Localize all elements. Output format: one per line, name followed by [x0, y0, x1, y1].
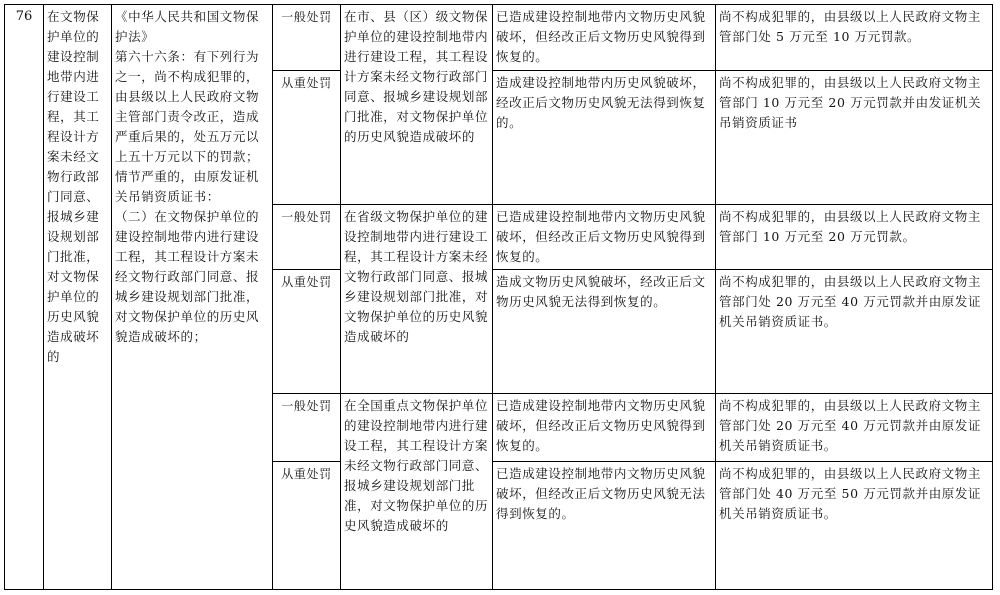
penalty-class-cell: 从重处罚 [273, 71, 341, 205]
violation-condition-cell: 在省级文物保护单位的建设控制地带内进行建设工程，其工程设计方案未经文物行政部门同意、报城乡建设规划部门批准，对文物保护单位的历史风貌造成破坏的 [341, 205, 493, 394]
violation-behavior-cell: 在文物保护单位的建设控制地带内进行建设工程，其工程设计方案未经文物行政部门同意、报城乡建设规划部门批准，对文物保护单位的历史风貌造成破坏的 [44, 5, 112, 590]
penalty-cell: 尚不构成犯罪的，由县级以上人民政府文物主管部门处 20 万元至 40 万元罚款并由原发证机关吊销资质证书。 [716, 270, 993, 394]
circumstance-cell: 已造成建设控制地带内文物历史风貌破坏，但经改正后文物历史风貌无法得到恢复的。 [493, 462, 716, 590]
circumstance-cell: 已造成建设控制地带内文物历史风貌破坏，但经改正后文物历史风貌得到恢复的。 [493, 394, 716, 462]
legal-basis-cell [112, 5, 273, 590]
row-number-cell: 76 [5, 5, 44, 590]
article-text: 第六十六条：有下列行为之一，尚不构成犯罪的，由县级以上人民政府文物主管部门责令改正，造成严重后果的，处五万元以上五十万元以下的罚款；情节严重的，由原发证机关吊销资质证书： [115, 49, 260, 204]
penalty-cell: 尚不构成犯罪的，由县级以上人民政府文物主管部门处 40 万元至 50 万元罚款并由原发证机关吊销资质证书。 [716, 462, 993, 590]
article-item: （二）在文物保护单位的建设控制地带内进行建设工程，其工程设计方案未经文物行政部门同意、报城乡建设规划部门批准，对文物保护单位的历史风貌造成破坏的； [115, 209, 260, 344]
penalty-class-cell: 一般处罚 [273, 5, 341, 71]
circumstance-cell: 已造成建设控制地带内文物历史风貌破坏，但经改正后文物历史风貌得到恢复的。 [493, 205, 716, 270]
penalty-class-cell: 从重处罚 [273, 462, 341, 590]
penalty-class-cell: 从重处罚 [273, 270, 341, 394]
penalty-class-cell: 一般处罚 [273, 205, 341, 270]
penalty-standards-table [4, 4, 993, 590]
violation-condition-cell: 在全国重点文物保护单位的建设控制地带内进行建设工程，其工程设计方案未经文物行政部门同意、报城乡建设规划部门批准，对文物保护单位的历史风貌造成破坏的 [341, 394, 493, 590]
circumstance-cell: 已造成建设控制地带内文物历史风貌破坏，但经改正后文物历史风貌得到恢复的。 [493, 5, 716, 71]
penalty-cell: 尚不构成犯罪的，由县级以上人民政府文物主管部门处 20 万元至 40 万元罚款并由原发证机关吊销资质证书。 [716, 394, 993, 462]
violation-condition-cell: 在市、县（区）级文物保护单位的建设控制地带内进行建设工程，其工程设计方案未经文物行政部门同意、报城乡建设规划部门批准，对文物保护单位的历史风貌造成破坏的 [341, 5, 493, 205]
circumstance-cell: 造成建设控制地带内历史风貌破坏，经改正后文物历史风貌无法得到恢复的。 [493, 71, 716, 205]
penalty-cell: 尚不构成犯罪的，由县级以上人民政府文物主管部门处 5 万元至 10 万元罚款。 [716, 5, 993, 71]
penalty-cell: 尚不构成犯罪的，由县级以上人民政府文物主管部门 10 万元至 20 万元罚款并由发证机关吊销资质证书 [716, 71, 993, 205]
table-row [5, 5, 993, 71]
law-title: 《中华人民共和国文物保护法》 [115, 9, 260, 44]
penalty-class-cell: 一般处罚 [273, 394, 341, 462]
circumstance-cell: 造成文物历史风貌破坏，经改正后文物历史风貌无法得到恢复的。 [493, 270, 716, 394]
penalty-cell: 尚不构成犯罪的，由县级以上人民政府文物主管部门 10 万元至 20 万元罚款。 [716, 205, 993, 270]
